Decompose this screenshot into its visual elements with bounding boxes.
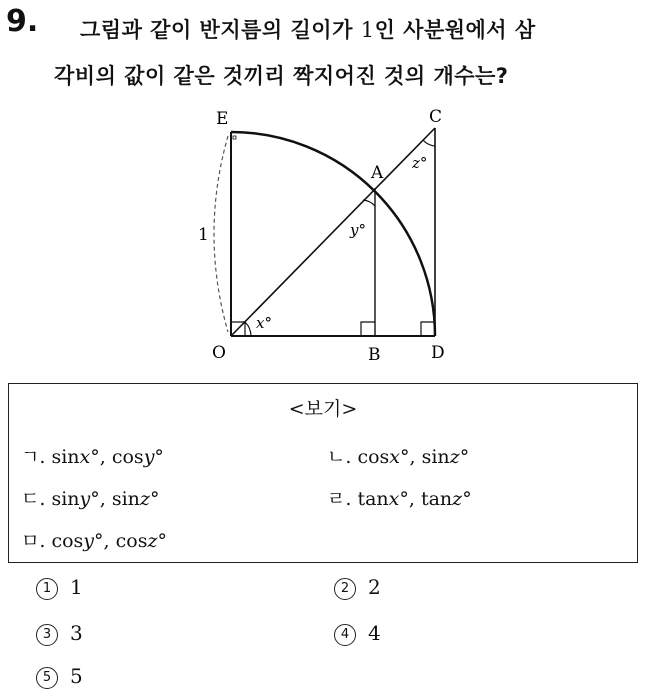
choice-value: 2 [368,575,381,599]
angle-arc-y [363,200,375,206]
bogi-title: <보기> [288,398,358,420]
item-var: z [452,488,463,510]
question-text-part: 그림과 같이 반지름의 길이가 [80,18,361,42]
choice-5[interactable] [36,664,83,689]
bogi-box [8,383,638,563]
item-sep: , [99,488,106,510]
choice-circle: 4 [334,624,356,646]
degree-sign: ° [154,446,164,468]
bogi-item [21,442,164,469]
angle-arc-x [245,322,251,336]
item-func: cos [111,446,144,468]
item-var: x [79,446,91,468]
degree-sign: ° [94,530,104,552]
right-angle-B [361,322,375,336]
right-angle-E [233,136,236,139]
angle-arc-z [423,140,435,146]
degree-sign: ° [462,488,472,510]
choice-circle: 3 [36,624,58,646]
quarter-circle-figure [190,100,470,370]
item-marker: ㅁ. [21,530,46,552]
question-text-line2: 각비의 값이 같은 것끼리 짝지어진 것의 개수는? [54,64,509,88]
point-label-A: A [371,163,384,183]
item-func: cos [357,446,390,468]
bogi-item [21,484,159,511]
item-marker: ㄴ. [327,446,352,468]
degree-sign: ° [90,488,100,510]
item-sep: , [408,488,415,510]
item-func: tan [420,488,453,510]
item-func: cos [115,530,148,552]
choice-value: 5 [70,664,83,688]
question-text-line1 [80,14,536,44]
angle-label-y: y° [350,221,366,239]
degree-sign: ° [90,446,100,468]
item-func: sin [51,488,80,510]
degree-sign: ° [399,488,409,510]
angle-label-z: z° [412,154,428,172]
point-label-D: D [431,343,445,363]
item-var: z [449,446,460,468]
item-var: z [139,488,150,510]
choice-circle: 5 [36,667,58,689]
degree-sign: ° [400,446,410,468]
radius-brace [214,136,228,332]
item-func: cos [51,530,84,552]
item-var: x [388,488,400,510]
choice-3[interactable] [36,621,83,646]
degree-sign: ° [459,446,470,468]
item-var: y [143,446,155,468]
item-func: sin [51,446,80,468]
item-func: sin [421,446,450,468]
bogi-item [21,526,167,553]
item-marker: ㄱ. [21,446,46,468]
choice-1[interactable] [36,575,83,600]
point-label-O: O [212,343,226,363]
point-label-E: E [216,109,229,129]
point-label-C: C [429,107,443,127]
item-func: tan [357,488,389,510]
bogi-item [327,442,469,469]
bogi-item [327,484,472,511]
item-sep: , [103,530,110,552]
choice-circle: 2 [334,578,356,600]
item-sep: , [99,446,106,468]
degree-sign: ° [157,530,167,552]
item-func: sin [111,488,140,510]
question-text-part: 인 사분원에서 삼 [374,18,536,42]
choice-circle: 1 [36,578,58,600]
degree-sign: ° [149,488,160,510]
angle-label-x: x° [256,314,272,332]
item-var: y [83,530,95,552]
radius-value: 1 [360,18,375,42]
right-angle-D [421,322,435,336]
item-var: z [147,530,158,552]
item-marker: ㄹ. [327,488,352,510]
choice-4[interactable] [334,621,381,646]
item-var: y [79,488,91,510]
choice-value: 3 [70,621,83,645]
item-marker: ㄷ. [21,488,46,510]
radius-label: 1 [198,225,209,245]
choice-2[interactable] [334,575,381,600]
item-sep: , [409,446,416,468]
point-label-B: B [368,345,381,365]
question-number: 9. [6,4,39,39]
item-var: x [389,446,401,468]
choice-value: 4 [368,621,381,645]
choice-value: 1 [70,575,83,599]
